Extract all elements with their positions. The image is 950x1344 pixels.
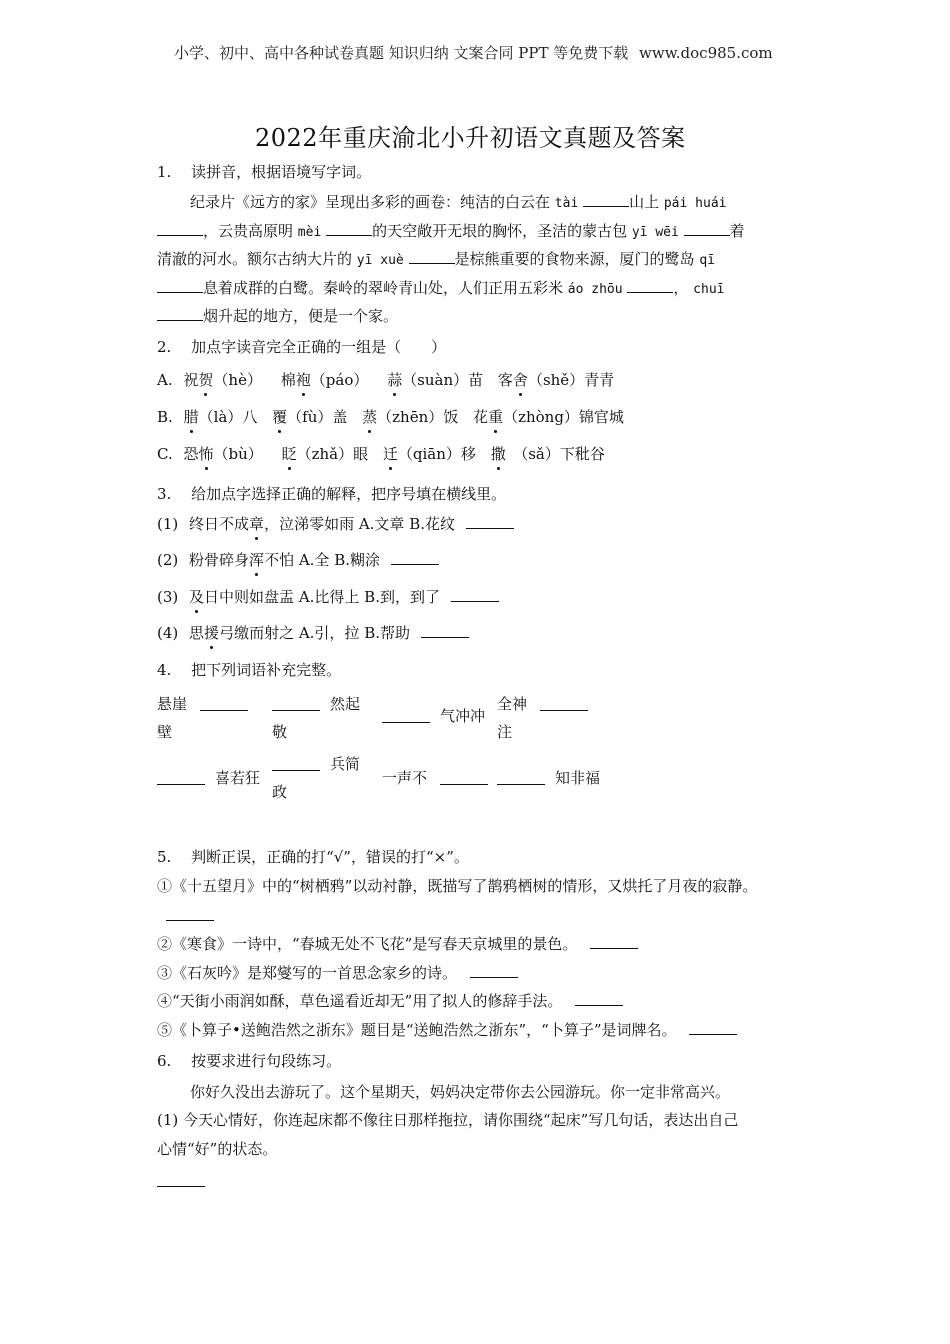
q5-blank-4[interactable]: [575, 993, 623, 1006]
q2-b-w1p: （là）八: [198, 408, 258, 426]
q1-blank-5[interactable]: [409, 251, 455, 264]
q2-b-w3d: 蒸: [362, 408, 378, 426]
q1-line-3: [157, 249, 715, 271]
q1-blank-7[interactable]: [627, 280, 673, 293]
q1-blank-8[interactable]: [157, 308, 203, 321]
q2-b-w1d: 腊: [183, 408, 199, 426]
q5-blank-3[interactable]: [470, 965, 518, 978]
q2-c-w4p: （sǎ）下秕谷: [505, 445, 605, 463]
q2-a-w4a: 客: [497, 371, 513, 389]
q4-r1-d1: 全神: [497, 695, 528, 713]
q2-option-c[interactable]: [157, 444, 605, 464]
q1-text-1b: 山上: [629, 193, 660, 211]
q2-b-w4a: 花: [473, 408, 489, 426]
q4-r1-a1: 悬崖: [157, 695, 188, 713]
q1-blank-2[interactable]: [157, 223, 203, 236]
q4-r1-d2: 注: [497, 723, 513, 741]
q1-text-2b: 的天空敞开无垠的胸怀，圣洁的蒙古包: [372, 222, 628, 240]
q3-blank-1[interactable]: [466, 516, 514, 529]
q1-text-4a: 息着成群的白鹭。秦岭的翠岭青山处，人们正用五彩米: [203, 279, 564, 297]
q6-answer-blank[interactable]: [157, 1174, 205, 1187]
q1-text-2a: ，云贵高原明: [203, 222, 294, 240]
q2-a-w4d: 舍: [512, 371, 528, 389]
q1-line-1: [190, 192, 726, 214]
header-site: www.doc985.com: [639, 44, 773, 62]
q2-b-w3p: （zhēn）饭: [377, 408, 459, 426]
q1-blank-6[interactable]: [157, 280, 203, 293]
q1-text-4b: ，: [673, 279, 689, 297]
q3-i1-a: 终日不成: [189, 515, 250, 533]
q1-line-4: [157, 278, 724, 300]
q3-i1-b: ，泣涕零如雨 A.文章 B.花纹: [264, 515, 455, 533]
q4-blank-1[interactable]: [200, 698, 248, 711]
q1-pinyin-8: chuī: [693, 282, 725, 297]
q1-text-3b: 是棕熊重要的食物来源，厦门的鹭岛: [454, 250, 695, 268]
q4-blank-8[interactable]: [497, 772, 545, 785]
q3-i2-b: 不怕 A.全 B.糊涂: [264, 551, 380, 569]
page-title: 2022年重庆渝北小升初语文真题及答案: [255, 124, 686, 152]
q5-statement-3: ③《石灰吟》是郑燮写的一首思念家乡的诗。: [157, 964, 458, 982]
q4-r2-c: 一声不: [382, 769, 428, 787]
q5-statement-5: ⑤《卜算子•送鲍浩然之浙东》题目是“送鲍浩然之浙东”，“卜算子”是词牌名。: [157, 1021, 677, 1039]
q1-line-5: [157, 306, 398, 326]
q4-blank-7[interactable]: [440, 772, 488, 785]
q4-r1-b1: 然起: [330, 695, 361, 713]
q3-blank-2[interactable]: [391, 552, 439, 565]
q2-b-w2p: （fù）盖: [287, 408, 348, 426]
q4-blank-5[interactable]: [157, 772, 205, 785]
q5-row-2: [157, 934, 638, 954]
q2-b-w2d: 覆: [272, 408, 288, 426]
q3-item-3: [157, 587, 499, 607]
q4-blank-2[interactable]: [272, 698, 320, 711]
q3-item-1: [157, 514, 514, 534]
q4-r2-a: 喜若狂: [215, 769, 261, 787]
q1-text-1: 纪录片《远方的家》呈现出多彩的画卷：纯洁的白云在: [190, 193, 551, 211]
q2-a-w3d: 蒜: [387, 371, 403, 389]
q5-blank-5[interactable]: [689, 1022, 737, 1035]
q3-i4-d: 援: [204, 624, 220, 642]
q2-c-label: C.: [157, 445, 173, 463]
q3-i1-d: 章: [249, 515, 265, 533]
q1-stem: 1. 读拼音，根据语境写字词。: [157, 163, 372, 181]
q3-i2-num: (2): [157, 551, 179, 569]
q4-r1-b2: 敬: [272, 723, 288, 741]
q1-pinyin-6: qī: [699, 253, 715, 268]
q2-c-w3p: （qiān）移: [397, 445, 476, 463]
q4-blank-3[interactable]: [382, 710, 430, 723]
q6-part1-line2: 心情“好”的状态。: [157, 1140, 278, 1158]
q5-blank-2[interactable]: [590, 936, 638, 949]
q2-a-w1p: （hè）: [213, 371, 262, 389]
q2-c-w1a: 恐: [183, 445, 199, 463]
q4-blank-6[interactable]: [272, 758, 320, 771]
q3-i3-b: 日中则如盘盂 A.比得上 B.到，到了: [204, 588, 440, 606]
q1-pinyin-7: áo zhōu: [567, 282, 623, 297]
q2-c-w3d: 迁: [382, 445, 398, 463]
q2-b-w4d: 重: [488, 408, 504, 426]
q4-r1-c: 气冲冲: [440, 707, 486, 725]
q1-pinyin-4: yī wēi: [631, 225, 679, 240]
q4-blank-4[interactable]: [540, 698, 588, 711]
q2-option-b[interactable]: [157, 407, 624, 427]
q2-a-label: A.: [157, 371, 173, 389]
q2-c-w4d: 撒: [490, 445, 506, 463]
q6-stem: 6. 按要求进行句段练习。: [157, 1052, 342, 1070]
q6-part1-line1: (1) 今天心情好，你连起床都不像往日那样拖拉，请你围绕“起床”写几句话，表达出自己: [157, 1111, 739, 1129]
q3-blank-4[interactable]: [421, 625, 469, 638]
q5-row-5: [157, 1020, 737, 1040]
q5-row-4: [157, 991, 623, 1011]
q4-r2-b1: 兵简: [330, 755, 361, 773]
q1-text-5a: 烟升起的地方，便是一个家。: [203, 307, 399, 325]
q2-option-a[interactable]: [157, 370, 614, 390]
q3-i4-b: 弓缴而射之 A.引，拉 B.帮助: [219, 624, 410, 642]
q2-a-w3p: （suàn）苗: [402, 371, 484, 389]
q5-row-3: [157, 963, 518, 983]
q1-blank-3[interactable]: [326, 223, 372, 236]
q6-intro: 你好久没出去游玩了。这个星期天，妈妈决定带你去公园游玩。你一定非常高兴。: [190, 1083, 731, 1101]
q3-i2-a: 粉骨碎身: [189, 551, 250, 569]
q2-a-w1a: 祝: [183, 371, 199, 389]
q3-stem: 3. 给加点字选择正确的解释，把序号填在横线里。: [157, 485, 507, 503]
q1-blank-4[interactable]: [684, 223, 730, 236]
q1-pinyin-3: mèi: [297, 225, 322, 240]
q2-a-w2d: 袍: [295, 371, 311, 389]
q2-c-w1d: 怖: [198, 445, 214, 463]
q1-line-2: [157, 221, 745, 243]
q3-i3-d: 及: [189, 588, 205, 606]
q5-stem: 5. 判断正误，正确的打“√”，错误的打“×”。: [157, 848, 469, 866]
q4-r2-d: 知非福: [555, 769, 601, 787]
q3-i2-d: 浑: [249, 551, 265, 569]
q2-a-w4p: （shě）青青: [527, 371, 615, 389]
q2-a-w1d: 贺: [198, 371, 214, 389]
q5-statement-1: ①《十五望月》中的“树栖鸦”以动衬静，既描写了鹊鸦栖树的情形，又烘托了月夜的寂静。: [157, 877, 758, 895]
q3-blank-3[interactable]: [451, 589, 499, 602]
q3-item-4: [157, 623, 469, 643]
q2-c-w2d: 眨: [281, 445, 297, 463]
header-text: 小学、初中、高中各种试卷真题 知识归纳 文案合同 PPT 等免费下载: [174, 44, 629, 62]
q3-i3-num: (3): [157, 588, 179, 606]
q1-text-3a: 清澈的河水。额尔古纳大片的: [157, 250, 353, 268]
q1-pinyin-2: pái huái: [663, 196, 727, 211]
q1-text-2c: 着: [729, 222, 745, 240]
q4-stem: 4. 把下列词语补充完整。: [157, 661, 342, 679]
q3-i4-a: 思: [189, 624, 205, 642]
q2-c-w2p: （zhǎ）眼: [296, 445, 369, 463]
q5-statement-4: ④“天街小雨润如酥，草色遥看近却无”用了拟人的修辞手法。: [157, 992, 563, 1010]
q2-a-w2a: 棉: [280, 371, 296, 389]
q2-c-w1p: （bù）: [213, 445, 263, 463]
q1-pinyin-1: tài: [554, 196, 579, 211]
q3-i1-num: (1): [157, 515, 179, 533]
q2-b-w4p: （zhòng）锦官城: [503, 408, 624, 426]
q5-statement-2: ②《寒食》一诗中，“春城无处不飞花”是写春天京城里的景色。: [157, 935, 578, 953]
q1-blank-1[interactable]: [583, 194, 629, 207]
q2-b-label: B.: [157, 408, 173, 426]
q4-r2-b2: 政: [272, 783, 288, 801]
q2-a-w2p: （páo）: [310, 371, 369, 389]
q5-blank-1[interactable]: [166, 908, 214, 921]
q3-i4-num: (4): [157, 624, 179, 642]
q2-stem: 2. 加点字读音完全正确的一组是（ ）: [157, 338, 447, 356]
q3-item-2: [157, 550, 439, 570]
q4-r1-a2: 壁: [157, 723, 173, 741]
page-header: [174, 42, 773, 63]
q1-pinyin-5: yī xuè: [356, 253, 404, 268]
